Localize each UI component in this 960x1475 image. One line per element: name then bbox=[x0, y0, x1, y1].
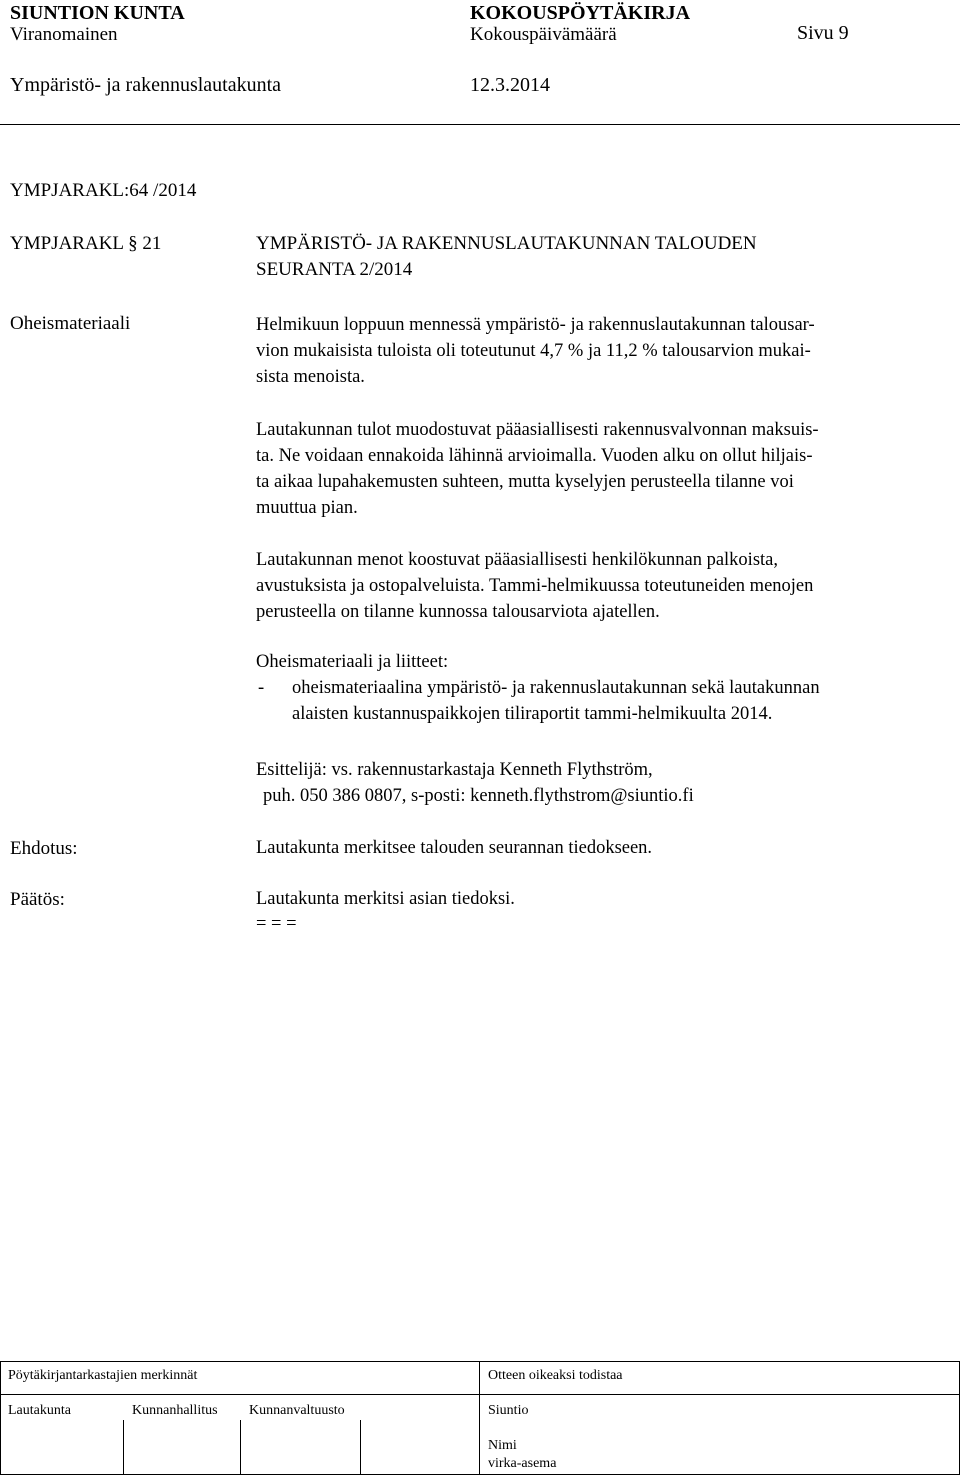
col-kunnanhallitus: Kunnanhallitus bbox=[132, 1403, 218, 1418]
col-lautakunta: Lautakunta bbox=[8, 1403, 71, 1418]
page-number: Sivu 9 bbox=[797, 22, 849, 44]
end-marker: = = = bbox=[256, 914, 297, 934]
authority-label: Viranomainen bbox=[10, 24, 118, 45]
footer-left-border bbox=[0, 1361, 1, 1474]
attachments-heading: Oheismateriaali ja liitteet: bbox=[256, 652, 449, 672]
header-divider bbox=[0, 124, 960, 125]
authority-name: Ympäristö- ja rakennuslautakunta bbox=[10, 74, 282, 96]
paragraph-2-line: ta. Ne voidaan ennakoida lähinnä arvioimalla. Vuoden alku on ollut hiljais- bbox=[256, 446, 813, 466]
paragraph-3 bbox=[256, 547, 956, 625]
decision-label: Päätös: bbox=[10, 889, 65, 910]
footer-col-divider-2 bbox=[240, 1420, 241, 1474]
paragraph-2-line: ta aikaa lupahakemusten suhteen, mutta kyselyjen perusteella tilanne voi bbox=[256, 472, 794, 492]
footer-col-divider-1 bbox=[123, 1420, 124, 1474]
col-kunnanvaltuusto: Kunnanvaltuusto bbox=[249, 1403, 345, 1418]
attachment-item-line-2: alaisten kustannuspaikkojen tiliraportit tammi-helmikuulta 2014. bbox=[292, 704, 773, 724]
municipality-name: SIUNTION KUNTA bbox=[10, 2, 185, 24]
footer-top-rule bbox=[0, 1361, 960, 1362]
proposal-label: Ehdotus: bbox=[10, 838, 78, 859]
meeting-date-label: Kokouspäivämäärä bbox=[470, 24, 617, 45]
paragraph-1-line: sista menoista. bbox=[256, 367, 365, 387]
inspectors-label: Pöytäkirjantarkastajien merkinnät bbox=[8, 1368, 198, 1383]
attachment-side-label: Oheismateriaali bbox=[10, 313, 131, 334]
footer-mid-rule bbox=[0, 1394, 960, 1395]
paragraph-2 bbox=[256, 417, 956, 521]
section-number: YMPJARAKL § 21 bbox=[10, 233, 162, 254]
paragraph-1-line: vion mukaisista tuloista oli toteutunut 4,7 % ja 11,2 % talousarvion mukai- bbox=[256, 341, 811, 361]
paragraph-3-line: avustuksista ja ostopalveluista. Tammi-helmikuussa toteutuneiden menojen bbox=[256, 576, 814, 596]
paragraph-2-line: muuttua pian. bbox=[256, 498, 358, 518]
name-label: Nimi bbox=[488, 1438, 517, 1453]
certified-place: Siuntio bbox=[488, 1403, 529, 1418]
paragraph-1-line: Helmikuun loppuun mennessä ympäristö- ja rakennuslautakunnan talousar- bbox=[256, 315, 815, 335]
proposal-text: Lautakunta merkitsee talouden seurannan tiedokseen. bbox=[256, 838, 653, 858]
footer-col-divider-3 bbox=[360, 1420, 361, 1474]
presenter-line-1: Esittelijä: vs. rakennustarkastaja Kenneth Flythström, bbox=[256, 760, 653, 780]
decision-text: Lautakunta merkitsi asian tiedoksi. bbox=[256, 889, 515, 909]
meeting-date: 12.3.2014 bbox=[470, 74, 550, 96]
certified-label: Otteen oikeaksi todistaa bbox=[488, 1368, 623, 1383]
footer-center-divider bbox=[479, 1361, 480, 1474]
attachment-item-line-1: oheismateriaalina ympäristö- ja rakennuslautakunnan sekä lautakunnan bbox=[292, 678, 820, 698]
paragraph-3-line: perusteella on tilanne kunnossa talousarviota ajatellen. bbox=[256, 602, 660, 622]
document-type: KOKOUSPÖYTÄKIRJA bbox=[470, 2, 691, 24]
section-title-line-1: YMPÄRISTÖ- JA RAKENNUSLAUTAKUNNAN TALOUDEN bbox=[256, 233, 757, 254]
paragraph-3-line: Lautakunnan menot koostuvat pääasiallisesti henkilökunnan palkoista, bbox=[256, 550, 778, 570]
record-id: YMPJARAKL:64 /2014 bbox=[10, 180, 197, 201]
position-label: virka-asema bbox=[488, 1456, 557, 1471]
paragraph-1 bbox=[256, 312, 956, 390]
attachment-bullet: - bbox=[258, 678, 265, 698]
presenter-line-2: puh. 050 386 0807, s-posti: kenneth.flythstrom@siuntio.fi bbox=[263, 786, 694, 806]
section-title-line-2: SEURANTA 2/2014 bbox=[256, 259, 413, 280]
paragraph-2-line: Lautakunnan tulot muodostuvat pääasiallisesti rakennusvalvonnan maksuis- bbox=[256, 420, 819, 440]
